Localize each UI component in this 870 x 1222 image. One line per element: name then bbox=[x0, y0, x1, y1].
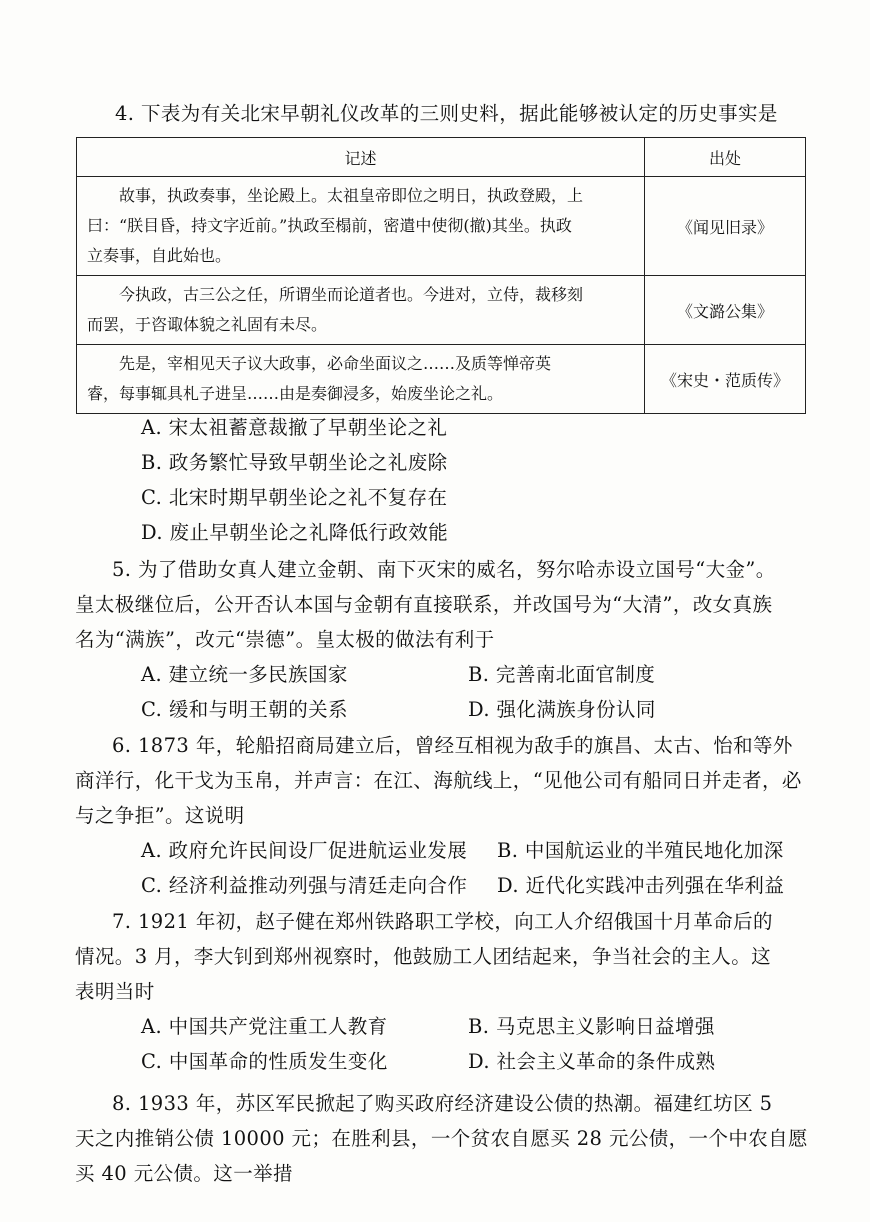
q7-option-d: D. 社会主义革命的条件成熟 bbox=[468, 1050, 716, 1073]
question-5-line: 5. 为了借助女真人建立金朝、南下灭宋的威名，努尔哈赤设立国号“大金”。 bbox=[112, 558, 776, 581]
record-line: 曰：“朕目昏，持文字近前。”执政至榻前，密遣中使彻(撤)其坐。执政 bbox=[87, 216, 572, 235]
q7-option-a: A. 中国共产党注重工人教育 bbox=[141, 1015, 388, 1038]
table-header-record: 记述 bbox=[77, 138, 645, 177]
record-cell bbox=[77, 276, 645, 345]
record-cell bbox=[77, 345, 645, 414]
source-cell: 《宋史・范质传》 bbox=[645, 345, 806, 414]
table-header-row bbox=[77, 138, 806, 177]
table-row bbox=[77, 276, 806, 345]
question-8-line: 买 40 元公债。这一举措 bbox=[75, 1162, 293, 1185]
q4-option-d: D. 废止早朝坐论之礼降低行政效能 bbox=[141, 521, 449, 544]
question-8-line: 8. 1933 年，苏区军民掀起了购买政府经济建设公债的热潮。福建红坊区 5 bbox=[112, 1092, 773, 1115]
question-8-line: 天之内推销公债 10000 元；在胜利县，一个贫农自愿买 28 元公债，一个中农自愿 bbox=[75, 1127, 808, 1150]
question-6-line: 6. 1873 年，轮船招商局建立后，曾经互相视为敌手的旗昌、太古、怡和等外 bbox=[112, 734, 793, 757]
record-line: 而罢，于咨诹体貌之礼固有未尽。 bbox=[87, 315, 328, 334]
q5-option-b: B. 完善南北面官制度 bbox=[468, 663, 656, 686]
q7-option-b: B. 马克思主义影响日益增强 bbox=[468, 1015, 715, 1038]
source-table bbox=[76, 137, 806, 414]
source-cell: 《文潞公集》 bbox=[645, 276, 806, 345]
q6-option-c: C. 经济利益推动列强与清廷走向合作 bbox=[141, 874, 468, 897]
q4-option-a: A. 宋太祖蓄意裁撤了早朝坐论之礼 bbox=[141, 416, 448, 439]
question-7-line: 情况。3 月，李大钊到郑州视察时，他鼓励工人团结起来，争当社会的主人。这 bbox=[75, 945, 772, 968]
record-line: 先是，宰相见天子议大政事，必命坐面议之……及质等惮帝英 bbox=[119, 354, 552, 373]
record-line: 睿，每事辄具札子进呈……由是奏御浸多，始废坐论之礼。 bbox=[87, 384, 504, 403]
question-6-line: 商洋行，化干戈为玉帛，并声言：在江、海航线上，“见他公司有船同日并走者，必 bbox=[75, 769, 802, 792]
q4-option-c: C. 北宋时期早朝坐论之礼不复存在 bbox=[141, 486, 448, 509]
source-cell: 《闻见旧录》 bbox=[645, 177, 806, 276]
q6-option-d: D. 近代化实践冲击列强在华利益 bbox=[497, 874, 785, 897]
q6-option-a: A. 政府允许民间设厂促进航运业发展 bbox=[141, 839, 468, 862]
record-line: 故事，执政奏事，坐论殿上。太祖皇帝即位之明日，执政登殿，上 bbox=[119, 186, 584, 205]
q4-option-b: B. 政务繁忙导致早朝坐论之礼废除 bbox=[141, 451, 448, 474]
record-line: 今执政，古三公之任，所谓坐而论道者也。今进对，立侍，裁移刻 bbox=[119, 285, 584, 304]
table-row bbox=[77, 177, 806, 276]
question-7-line: 7. 1921 年初，赵子健在郑州铁路职工学校，向工人介绍俄国十月革命后的 bbox=[112, 910, 773, 933]
question-5-line: 名为“满族”，改元“崇德”。皇太极的做法有利于 bbox=[75, 628, 495, 651]
q5-option-a: A. 建立统一多民族国家 bbox=[141, 663, 348, 686]
q5-option-c: C. 缓和与明王朝的关系 bbox=[141, 698, 348, 721]
table-header-source: 出处 bbox=[645, 138, 806, 177]
q5-option-d: D. 强化满族身份认同 bbox=[468, 698, 656, 721]
question-6-line: 与之争拒”。这说明 bbox=[75, 804, 245, 827]
q6-option-b: B. 中国航运业的半殖民地化加深 bbox=[497, 839, 784, 862]
record-cell bbox=[77, 177, 645, 276]
question-4-stem: 4. 下表为有关北宋早朝礼仪改革的三则史料，据此能够被认定的历史事实是 bbox=[115, 102, 778, 125]
table-row bbox=[77, 345, 806, 414]
question-7-line: 表明当时 bbox=[75, 980, 155, 1003]
record-line: 立奏事，自此始也。 bbox=[87, 246, 232, 265]
question-5-line: 皇太极继位后，公开否认本国与金朝有直接联系，并改国号为“大清”，改女真族 bbox=[75, 593, 773, 616]
q7-option-c: C. 中国革命的性质发生变化 bbox=[141, 1050, 388, 1073]
